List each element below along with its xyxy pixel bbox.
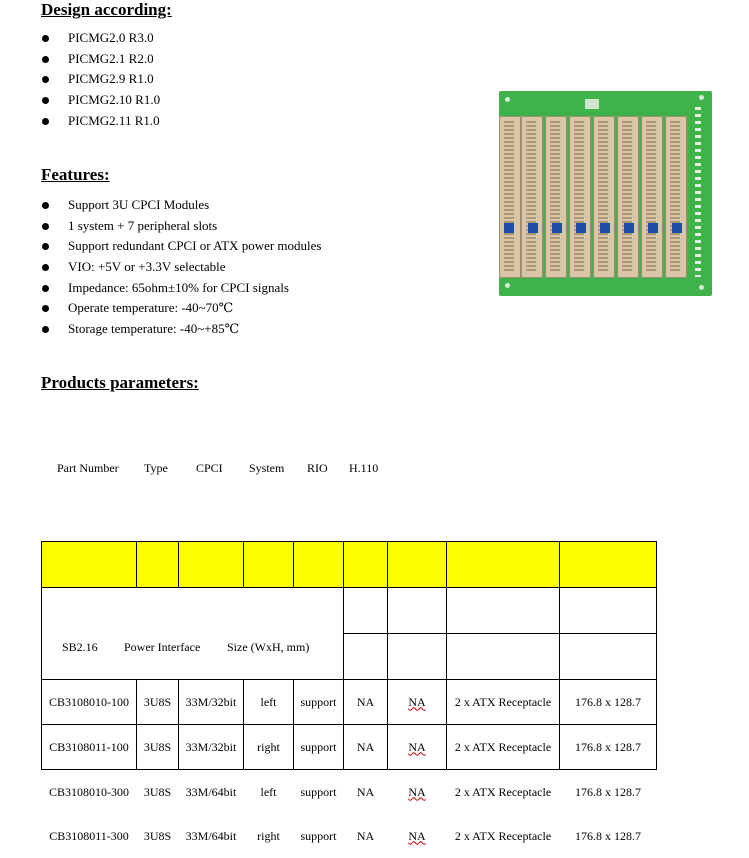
header-label: H.110 <box>349 461 379 475</box>
jumper <box>552 223 562 233</box>
list-item: PICMG2.1 R2.0 <box>41 49 160 70</box>
mount-hole <box>699 95 704 100</box>
table-row: CB3108011-300 3U8S 33M/64bit right support NA NA 2 x ATX Receptacle 176.8 x 128.7 <box>49 828 641 843</box>
design-list <box>41 28 160 131</box>
bullet-icon <box>42 202 49 209</box>
bullet-icon <box>42 326 49 333</box>
connector-slot <box>521 116 543 278</box>
mount-hole <box>699 285 704 290</box>
connector-slot <box>593 116 615 278</box>
jumper <box>600 223 610 233</box>
bullet-icon <box>42 264 49 271</box>
list-item: 1 system + 7 peripheral slots <box>41 216 321 237</box>
list-item: Storage temperature: -40~+85℃ <box>41 319 321 340</box>
mount-hole <box>505 97 510 102</box>
header-label: Part Number <box>57 461 119 475</box>
jumper <box>648 223 658 233</box>
header-label: CPCI <box>196 461 223 475</box>
list-item: Support 3U CPCI Modules <box>41 195 321 216</box>
connector-slot <box>569 116 591 278</box>
edge-pins <box>695 107 701 277</box>
jumper <box>624 223 634 233</box>
list-item: VIO: +5V or +3.3V selectable <box>41 257 321 278</box>
connector-slot <box>617 116 639 278</box>
sub-label: SB2.16 <box>62 640 98 654</box>
parameters-table <box>41 541 657 858</box>
table-row: CB3108010-100 3U8S 33M/32bit left support NA NA 2 x ATX Receptacle 176.8 x 128.7 <box>42 680 657 725</box>
list-item: PICMG2.10 R1.0 <box>41 90 160 111</box>
header-label: System <box>249 461 285 475</box>
bullet-icon <box>42 305 49 312</box>
list-item: Operate temperature: -40~70℃ <box>41 298 321 319</box>
list-item: Support redundant CPCI or ATX power modules <box>41 236 321 257</box>
bullet-icon <box>42 56 49 63</box>
table-row: CB3108010-300 3U8S 33M/64bit left support NA NA 2 x ATX Receptacle 176.8 x 128.7 <box>42 770 657 815</box>
features-heading: Features: <box>41 165 110 184</box>
bullet-icon <box>42 285 49 292</box>
jumper <box>576 223 586 233</box>
features-list <box>41 195 321 340</box>
table-row <box>42 588 657 634</box>
list-item: Impedance: 65ohm±10% for CPCI signals <box>41 278 321 299</box>
jumper <box>672 223 682 233</box>
connector-slot <box>665 116 687 278</box>
header-label: Type <box>144 461 168 475</box>
bullet-icon <box>42 76 49 83</box>
list-item: PICMG2.11 R1.0 <box>41 111 160 132</box>
sub-label: Size (WxH, mm) <box>227 640 310 654</box>
design-heading: Design according: <box>41 0 172 19</box>
bullet-icon <box>42 35 49 42</box>
bullet-icon <box>42 97 49 104</box>
bullet-icon <box>42 223 49 230</box>
sub-label: Power Interface <box>124 640 201 654</box>
header-label: RIO <box>307 461 328 475</box>
connector-slot <box>545 116 567 278</box>
table-row: CB3108011-100 3U8S 33M/32bit right support NA NA 2 x ATX Receptacle 176.8 x 128.7 <box>42 725 657 770</box>
jumper <box>504 223 514 233</box>
bullet-icon <box>42 118 49 125</box>
list-item: PICMG2.9 R1.0 <box>41 69 160 90</box>
connector-slot <box>499 116 521 278</box>
connector-slot <box>641 116 663 278</box>
bullet-icon <box>42 243 49 250</box>
list-item: PICMG2.0 R3.0 <box>41 28 160 49</box>
chip <box>585 99 599 109</box>
jumper <box>528 223 538 233</box>
cpci-backplane-image <box>499 91 712 296</box>
mount-hole <box>505 283 510 288</box>
parameters-heading: Products parameters: <box>41 373 199 392</box>
table-header-row <box>42 542 657 588</box>
